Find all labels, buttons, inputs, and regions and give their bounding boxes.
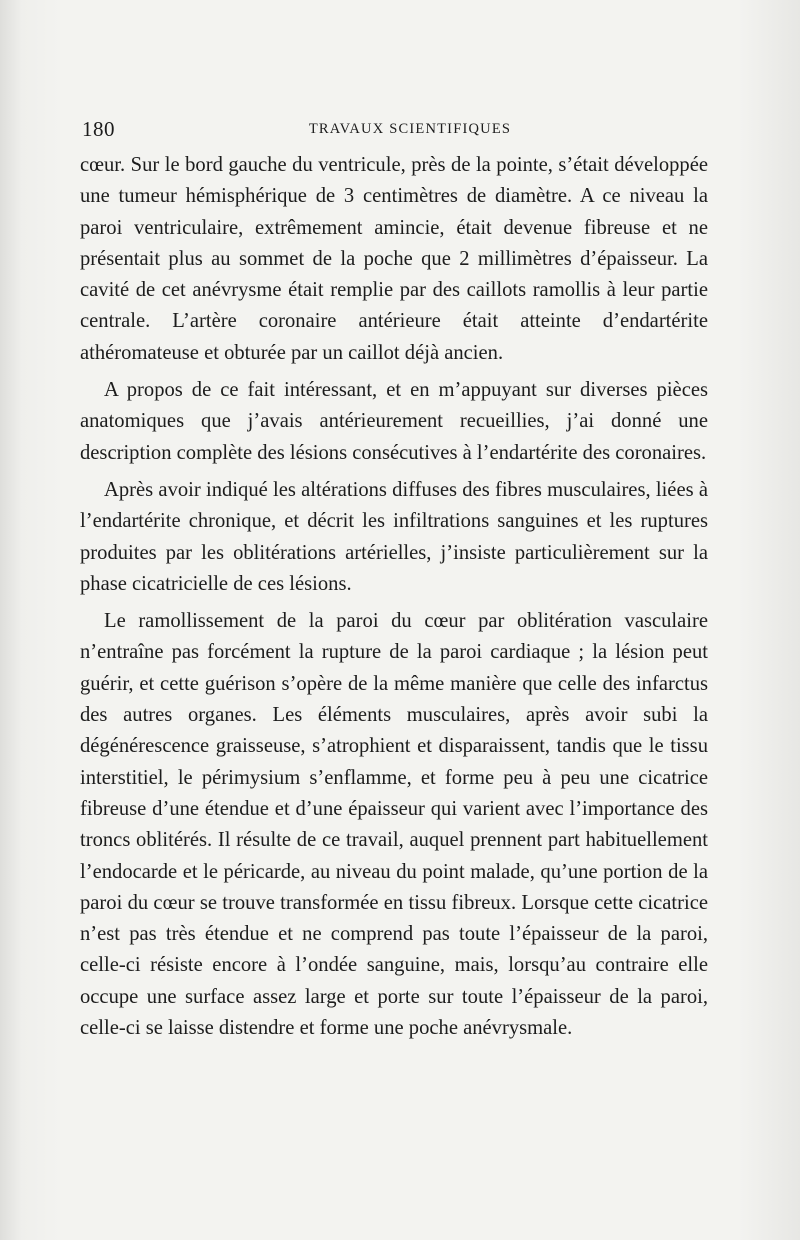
- paragraph-4: Le ramollissement de la paroi du cœur par oblitération vasculaire n’entraîne pas forcément la rupture de la paroi cardiaque ; la lésion peut guérir, et cette guérison s’opère de la même manière que celle des infarctus des autres organes. Les éléments musculaires, après avoir subi la dégénérescence graisseuse, s’atrophient et disparaissent, tandis que le tissu interstitiel, le périmysium s’enflamme, et forme peu à peu une cicatrice fibreuse d’une étendue et d’une épaisseur qui varient avec l’importance des troncs oblitérés. Il résulte de ce travail, auquel prennent part habituellement l’endocarde et le péricarde, au niveau du point malade, qu’une portion de la paroi du cœur se trouve transformée en tissu fibreux. Lorsque cette cicatrice n’est pas très étendue et ne comprend pas toute l’épaisseur de la paroi, celle-ci résiste encore à l’ondée sanguine, mais, lorsqu’au contraire elle occupe une surface assez large et porte sur toute l’épaisseur de la paroi, celle-ci se laisse distendre et forme une poche anévrysmale.: [80, 610, 708, 1040]
- page-header: [82, 117, 710, 141]
- page-number: 180: [82, 117, 115, 141]
- paragraph-1: cœur. Sur le bord gauche du ventricule, près de la pointe, s’était développée une tumeur hémisphérique de 3 centimètres de diamètre. A ce niveau la paroi ventriculaire, extrêmement amincie, était devenue fibreuse et ne présentait plus au sommet de la poche que 2 millimètres d’épaisseur. La cavité de cet anévrysme était remplie par des caillots ramollis à leur partie centrale. L’artère coronaire antérieure était atteinte d’endartérite athéromateuse et obturée par un caillot déjà ancien.: [80, 154, 708, 364]
- paragraph-3: Après avoir indiqué les altérations diffuses des fibres musculaires, liées à l’endartérite chronique, et décrit les infiltrations sanguines et les ruptures produites par les oblitérations artérielles, j’insiste particulièrement sur la phase cicatricielle de ces lésions.: [80, 478, 708, 595]
- paragraph-2: A propos de ce fait intéressant, et en m’appuyant sur diverses pièces anatomiques que j’avais antérieurement recueillies, j’ai donné une description complète des lésions consécutives à l’endartérite des coronaires.: [80, 379, 708, 464]
- running-title: TRAVAUX SCIENTIFIQUES: [308, 121, 512, 137]
- body-text: [80, 150, 708, 1050]
